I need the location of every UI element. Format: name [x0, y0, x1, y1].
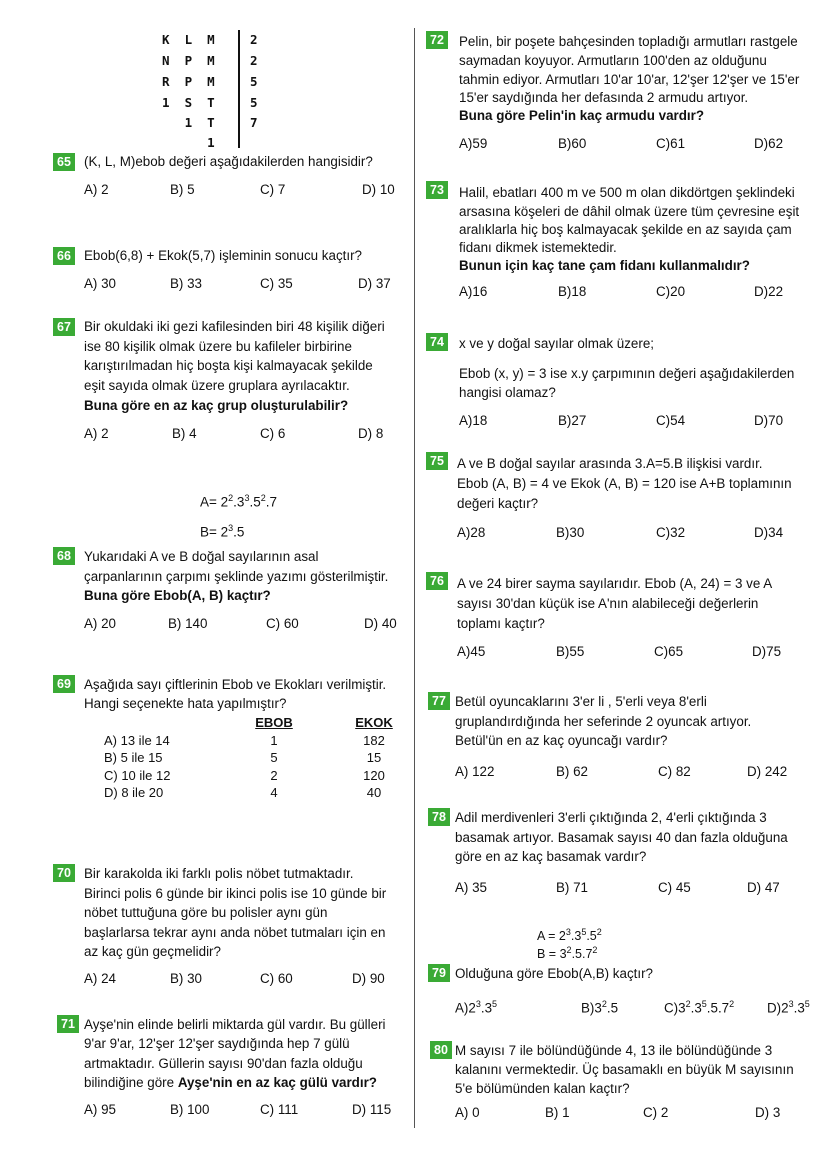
question-line: Hangi seçenekte hata yapılmıştır?	[84, 696, 287, 711]
option-b[interactable]: B)30	[556, 525, 585, 540]
option-a[interactable]: A)16	[459, 284, 488, 299]
table-header-row	[104, 714, 394, 732]
expression-b: $B = 3^2.5.7^2$	[537, 945, 598, 962]
header-ebob: EBOB	[255, 715, 293, 730]
question-line: Betül'ün en az kaç oyuncağı vardır?	[455, 733, 668, 748]
question-line: eşit sayıda olmak üzere gruplara ayrılacaktır.	[84, 378, 350, 393]
question-line: göre en az kaç basamak vardır?	[455, 849, 647, 864]
question-number: 71	[57, 1015, 79, 1033]
option-a[interactable]: A) 2	[84, 182, 109, 197]
option-a[interactable]: A) 20	[84, 616, 117, 631]
question-line: Aşağıda sayı çiftlerinin Ebob ve Ekokları verilmiştir.	[84, 677, 387, 692]
question-line: Yukarıdaki A ve B doğal sayılarının asal	[84, 549, 319, 564]
option-d[interactable]: D)34	[754, 525, 784, 540]
question-number: 78	[428, 808, 450, 826]
option-d[interactable]: D) 47	[747, 880, 780, 895]
option-c[interactable]: C) 6	[260, 426, 286, 441]
option-b[interactable]: B) 5	[170, 182, 195, 197]
question-intro: x ve y doğal sayılar olmak üzere;	[459, 336, 654, 351]
option-c[interactable]: C) 60	[266, 616, 299, 631]
option-a[interactable]: A) 24	[84, 971, 117, 986]
option-a[interactable]: A) 35	[455, 880, 488, 895]
option-label[interactable]: D) 8 ile 20	[104, 785, 164, 800]
question-line: değeri kaçtır?	[457, 496, 539, 511]
question-line: Halil, ebatları 400 m ve 500 m olan dikdörtgen şeklindeki	[459, 185, 795, 200]
question-line: M sayısı 7 ile bölündüğünde 4, 13 ile bölündüğünde 3	[455, 1043, 773, 1058]
factor-left-row: 1 S T	[162, 95, 215, 110]
factor-left-row: K L M	[162, 32, 215, 47]
option-d[interactable]: D) 40	[364, 616, 397, 631]
option-d[interactable]: D)62	[754, 136, 784, 151]
table-row: C) 10 ile 12 2 120	[104, 767, 385, 783]
option-a[interactable]: A) 95	[84, 1102, 117, 1117]
question-prompt: Ayşe'nin en az kaç gülü vardır?	[177, 1075, 377, 1090]
option-b[interactable]: B)27	[558, 413, 587, 428]
question-number: 65	[53, 153, 75, 171]
option-b[interactable]: B) 1	[545, 1105, 570, 1120]
option-b[interactable]: B)18	[558, 284, 587, 299]
factor-left-row: 1 T	[162, 115, 215, 130]
option-c[interactable]: $C)3^2.3^5.5.7^2$	[664, 999, 735, 1016]
question-line: Adil merdivenleri 3'erli çıktığında 2, 4'erli çıktığında 3	[455, 810, 767, 825]
factor-left-row: 1	[162, 135, 215, 150]
question-line: başlarlarsa tekrar aynı anda nöbet tutmaları için en	[84, 925, 386, 940]
question-number: 66	[53, 247, 75, 265]
factor-right-row: 7	[250, 115, 258, 130]
question-line: hangisi olamaz?	[459, 385, 556, 400]
option-c[interactable]: C) 111	[260, 1102, 299, 1117]
question-line: Pelin, bir poşete bahçesinden topladığı armutları rastgele	[459, 34, 798, 49]
question-number: 75	[426, 452, 448, 470]
option-label[interactable]: A) 13 ile 14	[104, 732, 170, 748]
question-line: aralıklarla hiç boş kalmayacak şekilde en az sayıda çam	[459, 222, 792, 237]
question-number: 70	[53, 864, 75, 882]
factor-left-row: R P M	[162, 74, 215, 89]
expression-a: $A= 2^2.3^3.5^2.7$	[200, 493, 277, 510]
question-line: 9'ar 9'ar, 12'şer 12'şer saydığında hep 7 gülü	[84, 1036, 350, 1051]
question-line: toplamı kaçtır?	[457, 616, 545, 631]
option-c[interactable]: C) 35	[260, 276, 293, 291]
factor-divider-line	[238, 30, 240, 148]
option-c[interactable]: C) 7	[260, 182, 286, 197]
question-line: Betül oyuncaklarını 3'er li , 5'erli veya 8'erli	[455, 694, 707, 709]
question-text: Olduğuna göre Ebob(A,B) kaçtır?	[455, 966, 653, 981]
question-prompt: Buna göre Ebob(A, B) kaçtır?	[84, 588, 271, 603]
question-line: Bir okuldaki iki gezi kafilesinden biri 48 kişilik diğeri	[84, 319, 385, 334]
option-a[interactable]: $A)2^3.3^5$	[455, 999, 498, 1016]
question-line: basamak artıyor. Basamak sayısı 40 dan fazla olduğuna	[455, 830, 788, 845]
question-line: Ebob (A, B) = 4 ve Ekok (A, B) = 120 ise A+B toplamının	[457, 476, 792, 491]
option-b[interactable]: B)60	[558, 136, 587, 151]
question-line: karıştırılmadan hiç boşta kişi kalmayacak şekilde	[84, 358, 373, 373]
question-number: 68	[53, 547, 75, 565]
question-prompt: Bunun için kaç tane çam fidanı kullanmalıdır?	[459, 258, 750, 273]
option-a[interactable]: A) 122	[455, 764, 495, 779]
option-c[interactable]: C)61	[656, 136, 686, 151]
option-d[interactable]: D) 90	[352, 971, 385, 986]
option-a[interactable]: A)45	[457, 644, 486, 659]
ebob-ekok-table	[104, 714, 394, 802]
option-d[interactable]: D)22	[754, 284, 784, 299]
option-a[interactable]: A)28	[457, 525, 486, 540]
option-d[interactable]: D) 37	[358, 276, 391, 291]
option-label[interactable]: C) 10 ile 12	[104, 767, 171, 783]
question-line: Birinci polis 6 günde bir ikinci polis ise 10 günde bir	[84, 886, 387, 901]
question-line: nöbet tuttuğuna göre bu polisler aynı gün	[84, 905, 328, 920]
option-c[interactable]: C) 82	[658, 764, 691, 779]
question-line: tahmin ediyor. Armutları 10'ar 10'ar, 12'şer 12'şer ve 15'er	[459, 72, 800, 87]
table-row: D) 8 ile 20 4 40	[104, 785, 382, 800]
question-line: A ve B doğal sayılar arasında 3.A=5.B ilişkisi vardır.	[457, 456, 763, 471]
question-number: 77	[428, 692, 450, 710]
question-number: 76	[426, 572, 448, 590]
option-b[interactable]: B) 100	[170, 1102, 210, 1117]
option-d[interactable]: D) 8	[358, 426, 384, 441]
option-d[interactable]: D) 3	[755, 1105, 781, 1120]
option-a[interactable]: A) 30	[84, 276, 117, 291]
question-line: sayısı 30'dan küçük ise A'nın alabileceği değerlerin	[457, 596, 759, 611]
expression-b: $B= 2^3.5$	[200, 523, 245, 540]
question-number: 80	[430, 1041, 452, 1059]
option-c[interactable]: C) 2	[643, 1105, 669, 1120]
question-line: arsasına köşeleri de dâhil olmak üzere tüm çevresine eşit	[459, 204, 800, 219]
factor-right-row: 5	[250, 74, 258, 89]
option-b[interactable]: B) 33	[170, 276, 203, 291]
question-prompt: Buna göre Pelin'in kaç armudu vardır?	[459, 108, 705, 123]
option-c[interactable]: C)20	[656, 284, 686, 299]
option-a[interactable]: A) 0	[455, 1105, 480, 1120]
question-line: Ayşe'nin elinde belirli miktarda gül vardır. Bu gülleri	[84, 1017, 386, 1032]
question-prompt: Buna göre en az kaç grup oluşturulabilir?	[84, 398, 349, 413]
option-b[interactable]: B) 4	[172, 426, 197, 441]
question-line: saymadan koyuyor. Armutların 100'den az olduğunu	[459, 53, 767, 68]
option-c[interactable]: C)32	[656, 525, 686, 540]
question-line: 15'er saydığında her defasında 2 armudu artıyor.	[459, 90, 749, 105]
option-b[interactable]: B) 140	[168, 616, 208, 631]
option-b[interactable]: $B)3^2.5$	[581, 999, 619, 1016]
option-d[interactable]: D) 115	[352, 1102, 392, 1117]
factor-right-row: 2	[250, 53, 258, 68]
table-row: A) 13 ile 14 1 182	[104, 732, 385, 748]
question-number: 79	[428, 964, 450, 982]
option-b[interactable]: B) 30	[170, 971, 203, 986]
option-d[interactable]: D) 10	[362, 182, 395, 197]
option-c[interactable]: C)65	[654, 644, 684, 659]
option-b[interactable]: B)55	[556, 644, 585, 659]
question-line: artmaktadır. Güllerin sayısı 90'dan fazla olduğu	[84, 1056, 363, 1071]
table-row: B) 5 ile 15 5 15	[104, 750, 382, 765]
question-line: gruplandırdığında her seferinde 2 oyuncak artıyor.	[455, 714, 752, 729]
expression-a: $A = 2^3.3^5.5^2$	[537, 927, 602, 944]
option-d[interactable]: D)75	[752, 644, 782, 659]
option-d[interactable]: $D)2^3.3^5$	[767, 999, 810, 1016]
option-c[interactable]: C)54	[656, 413, 686, 428]
header-ekok: EKOK	[355, 715, 393, 730]
option-a[interactable]: A) 2	[84, 426, 109, 441]
question-line: bilindiğine göre Ayşe'nin en az kaç gülü vardır?	[84, 1075, 377, 1090]
question-number: 69	[53, 675, 75, 693]
question-line: Ebob (x, y) = 3 ise x.y çarpımının değeri aşağıdakilerden	[459, 366, 795, 381]
option-c[interactable]: C) 60	[260, 971, 293, 986]
factor-left-row: N P M	[162, 53, 215, 68]
question-line: az kaç gün geçmelidir?	[84, 944, 221, 959]
question-line: kalanını vermektedir. Üç basamaklı en büyük M sayısının	[455, 1062, 794, 1077]
question-number: 74	[426, 333, 448, 351]
option-label[interactable]: B) 5 ile 15	[104, 750, 163, 765]
question-number: 73	[426, 181, 448, 199]
question-line: A ve 24 birer sayma sayılarıdır. Ebob (A, 24) = 3 ve A	[457, 576, 773, 591]
column-divider	[414, 28, 415, 1128]
question-line: 5'e bölümünden kalan kaçtır?	[455, 1081, 630, 1096]
question-line: çarpanlarının çarpımı şeklinde yazımı gösterilmiştir.	[84, 569, 389, 584]
question-line: ise 80 kişilik olmak üzere bu kafileler birbirine	[84, 339, 352, 354]
option-c[interactable]: C) 45	[658, 880, 691, 895]
option-d[interactable]: D)70	[754, 413, 784, 428]
option-b[interactable]: B) 71	[556, 880, 589, 895]
question-line: Bir karakolda iki farklı polis nöbet tutmaktadır.	[84, 866, 354, 881]
option-a[interactable]: A)18	[459, 413, 488, 428]
factor-right-row: 2	[250, 32, 258, 47]
question-line: fidanı dikmek istemektedir.	[459, 240, 617, 255]
question-text: (K, L, M)ebob değeri aşağıdakilerden hangisidir?	[84, 154, 373, 169]
factor-right-row: 5	[250, 95, 258, 110]
option-d[interactable]: D) 242	[747, 764, 788, 779]
option-a[interactable]: A)59	[459, 136, 488, 151]
question-number: 72	[426, 31, 448, 49]
option-b[interactable]: B) 62	[556, 764, 589, 779]
question-number: 67	[53, 318, 75, 336]
question-text: Ebob(6,8) + Ekok(5,7) işleminin sonucu kaçtır?	[84, 248, 362, 263]
